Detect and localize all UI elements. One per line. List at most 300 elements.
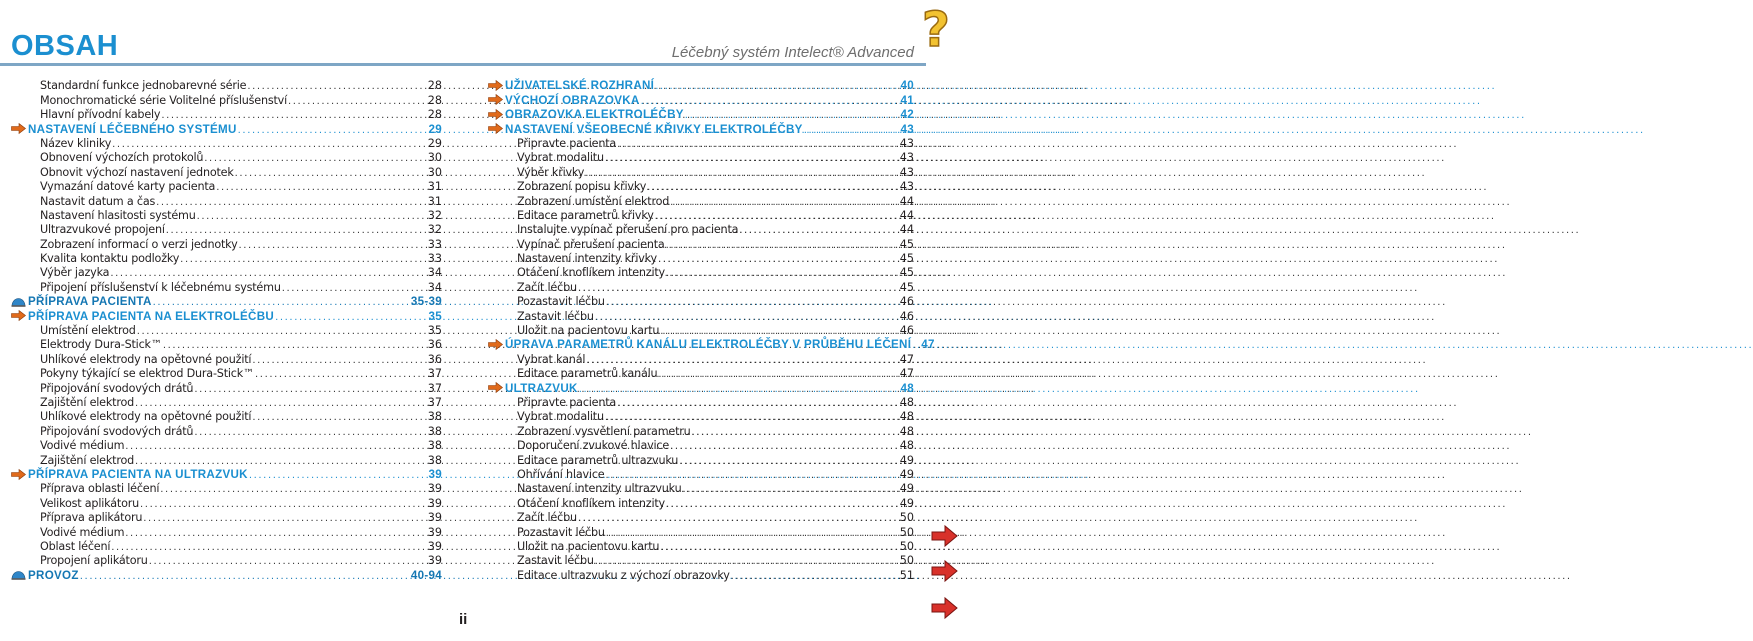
toc-entry-label: UŽIVATELSKÉ ROZHRANÍ xyxy=(505,79,655,93)
toc-entry-label: Vodivé médium xyxy=(40,525,125,539)
toc-entry[interactable] xyxy=(10,136,442,150)
toc-entry-label: Zobrazení informací o verzi jednotky xyxy=(40,237,238,251)
dot-leader xyxy=(804,125,900,136)
toc-entry[interactable] xyxy=(10,351,442,365)
toc-entry[interactable] xyxy=(487,395,914,409)
toc-entry[interactable] xyxy=(10,236,442,250)
toc-entry-label: Výběr jazyka xyxy=(40,266,110,280)
dot-leader xyxy=(125,528,426,539)
toc-entry[interactable] xyxy=(487,323,914,337)
toc-entry-label: Vymazání datové karty pacienta xyxy=(40,180,216,194)
toc-entry-label: Připravte pacienta xyxy=(517,136,617,150)
toc-entry-label: Zobrazení umístění elektrod xyxy=(517,194,670,208)
toc-entry-label: Uhlíkové elektrody na opětovné použití xyxy=(40,352,252,366)
toc-entry-label: Připojení příslušenství k léčebnému systému xyxy=(40,280,281,294)
product-subtitle: Léčebný systém Intelect® Advanced xyxy=(671,44,914,61)
dot-leader xyxy=(149,556,427,567)
toc-page-number: 38 xyxy=(427,453,442,467)
toc-page-number: 37 xyxy=(427,395,442,409)
toc-page-number: 28 xyxy=(427,108,442,122)
toc-page-number: 49 xyxy=(899,482,914,496)
dot-leader xyxy=(660,542,898,553)
toc-entry-label: Vybrat modalitu xyxy=(517,151,604,165)
toc-entry-label: Začít léčbu xyxy=(517,511,577,525)
toc-entry-label: OBRAZOVKA ELEKTROLÉČBY xyxy=(505,108,684,122)
toc-page-number: 31 xyxy=(427,194,442,208)
toc-page-number: 30 xyxy=(427,165,442,179)
dot-leader xyxy=(660,326,898,337)
toc-page-number: 34 xyxy=(427,280,442,294)
toc-section-entry[interactable] xyxy=(487,107,914,121)
toc-page-number: 46 xyxy=(899,295,914,309)
toc-page-number: 47 xyxy=(899,352,914,366)
toc-entry[interactable] xyxy=(10,193,442,207)
toc-entry[interactable] xyxy=(487,251,914,265)
dot-leader xyxy=(135,456,427,467)
dot-leader xyxy=(679,456,899,467)
toc-entry[interactable] xyxy=(487,308,914,322)
page-header xyxy=(0,0,960,76)
toc-entry[interactable] xyxy=(10,179,442,193)
toc-page-number: 38 xyxy=(427,439,442,453)
toc-entry-label: Název kliniky xyxy=(40,136,112,150)
toc-entry[interactable] xyxy=(10,150,442,164)
red-arrow-icon[interactable] xyxy=(930,525,958,547)
dot-leader xyxy=(163,340,427,351)
toc-entry[interactable] xyxy=(487,409,914,423)
svg-text:?: ? xyxy=(922,2,950,58)
dot-leader xyxy=(912,340,920,351)
section-arrow-icon xyxy=(488,94,503,105)
toc-section-entry[interactable] xyxy=(487,92,914,106)
toc-entry-label: PŘÍPRAVA PACIENTA xyxy=(28,295,152,309)
toc-entry[interactable] xyxy=(10,265,442,279)
toc-entry[interactable] xyxy=(487,438,914,452)
toc-entry-label: Uložit na pacientovu kartu xyxy=(517,324,660,338)
toc-entry-label: Připojování svodových drátů xyxy=(40,424,194,438)
toc-entry-label: Monochromatické série Volitelné příslušenství xyxy=(40,93,287,107)
dot-leader xyxy=(670,441,899,452)
toc-entry-label: Hlavní přívodní kabely xyxy=(40,108,161,122)
toc-entry[interactable] xyxy=(487,265,914,279)
toc-page-number: 43 xyxy=(899,180,914,194)
toc-page-number: 35 xyxy=(428,309,442,323)
dot-leader xyxy=(605,153,899,164)
dot-leader xyxy=(252,355,426,366)
toc-page-number: 51 xyxy=(899,568,914,582)
toc-page-number: 44 xyxy=(899,208,914,222)
toc-page-number: 37 xyxy=(427,367,442,381)
toc-entry[interactable] xyxy=(487,510,914,524)
toc-page-number: 38 xyxy=(427,424,442,438)
toc-page-number: 39 xyxy=(427,482,442,496)
toc-entry[interactable] xyxy=(487,495,914,509)
toc-entry[interactable] xyxy=(10,208,442,222)
toc-page-number: 39 xyxy=(427,496,442,510)
toc-entry-label: Ohřívání hlavice xyxy=(517,467,605,481)
toc-page-number: 44 xyxy=(899,194,914,208)
toc-section-entry[interactable] xyxy=(10,294,442,308)
toc-entry[interactable] xyxy=(10,438,442,452)
question-mark-icon xyxy=(918,2,960,58)
toc-entry-label: Pokyny týkající se elektrod Dura-Stick™ xyxy=(40,367,255,381)
section-arrow-icon xyxy=(488,382,503,393)
toc-entry[interactable] xyxy=(487,452,914,466)
toc-left-column xyxy=(10,78,442,582)
toc-entry-label: Obnovení výchozích protokolů xyxy=(40,151,204,165)
toc-page-number: 48 xyxy=(899,424,914,438)
toc-page-number: 47 xyxy=(899,367,914,381)
toc-page-number: 31 xyxy=(427,180,442,194)
dot-leader xyxy=(666,499,899,510)
toc-entry-label: Zastavit léčbu xyxy=(517,554,594,568)
toc-entry[interactable] xyxy=(487,179,914,193)
toc-page-number: 34 xyxy=(427,266,442,280)
header-rule xyxy=(0,63,926,66)
toc-page-number: 48 xyxy=(899,410,914,424)
dot-leader xyxy=(125,441,426,452)
toc-entry[interactable] xyxy=(10,539,442,553)
section-arrow-icon xyxy=(488,339,503,350)
toc-page-number: 44 xyxy=(899,223,914,237)
toc-entry[interactable] xyxy=(10,452,442,466)
toc-entry-label: Uložit na pacientovu kartu xyxy=(517,539,660,553)
dot-leader xyxy=(216,182,427,193)
dot-leader xyxy=(235,168,427,179)
toc-entry-label: Zajištění elektrod xyxy=(40,395,135,409)
toc-page-number: 29 xyxy=(427,136,442,150)
toc-entry[interactable] xyxy=(487,164,914,178)
page-number: ii xyxy=(459,611,468,628)
toc-entry[interactable] xyxy=(10,323,442,337)
toc-entry-label: Editace ultrazvuku z výchozí obrazovky xyxy=(517,568,730,582)
toc-page-number: 50 xyxy=(899,539,914,553)
toc-entry-label: Instalujte vypínač přerušení pro pacienta xyxy=(517,223,739,237)
toc-entry[interactable] xyxy=(10,78,442,92)
dot-leader xyxy=(110,268,426,279)
toc-page-number: 39 xyxy=(427,554,442,568)
toc-entry[interactable] xyxy=(487,539,914,553)
toc-page-number: 39 xyxy=(427,539,442,553)
toc-entry[interactable] xyxy=(10,251,442,265)
toc-entry[interactable] xyxy=(487,567,914,581)
dot-leader xyxy=(238,125,428,136)
toc-entry[interactable] xyxy=(487,208,914,222)
toc-page-number: 48 xyxy=(899,439,914,453)
toc-page-number: 40-94 xyxy=(410,568,442,582)
toc-page-number: 50 xyxy=(899,554,914,568)
toc-section-entry[interactable] xyxy=(10,308,442,322)
dot-leader xyxy=(655,81,899,92)
dot-leader xyxy=(197,211,427,222)
toc-page-number: 28 xyxy=(427,79,442,93)
toc-entry[interactable] xyxy=(487,553,914,567)
toc-page-number: 45 xyxy=(899,280,914,294)
toc-right-column xyxy=(487,78,935,582)
dot-leader xyxy=(578,283,899,294)
toc-entry[interactable] xyxy=(487,150,914,164)
toc-section-entry[interactable] xyxy=(10,467,442,481)
toc-page-number: 33 xyxy=(427,237,442,251)
dot-leader xyxy=(617,398,899,409)
toc-entry-label: Zajištění elektrod xyxy=(40,453,135,467)
dot-leader xyxy=(137,326,427,337)
toc-page-number: 50 xyxy=(899,525,914,539)
toc-entry-label: Příprava aplikátoru xyxy=(40,511,143,525)
toc-section-entry[interactable] xyxy=(487,78,914,92)
dot-leader xyxy=(578,513,899,524)
toc-entry-label: VÝCHOZÍ OBRAZOVKA xyxy=(505,93,640,107)
dot-leader xyxy=(683,484,899,495)
toc-page-number: 30 xyxy=(427,151,442,165)
toc-entry[interactable] xyxy=(487,467,914,481)
toc-entry-label: ULTRAZVUK xyxy=(505,381,578,395)
dot-leader xyxy=(252,412,426,423)
dot-leader xyxy=(617,139,899,150)
toc-entry-label: Editace parametrů křivky xyxy=(517,208,654,222)
toc-entry[interactable] xyxy=(10,92,442,106)
toc-entry-label: Nastavení hlasitosti systému xyxy=(40,208,196,222)
toc-page-number: 49 xyxy=(899,467,914,481)
toc-entry-label: PŘÍPRAVA PACIENTA NA ELEKTROLÉČBU xyxy=(28,309,275,323)
toc-page-number: 45 xyxy=(899,237,914,251)
toc-page-number: 28 xyxy=(427,93,442,107)
dot-leader xyxy=(247,81,426,92)
toc-page-number: 49 xyxy=(899,453,914,467)
dot-leader xyxy=(239,240,427,251)
toc-page-number: 50 xyxy=(899,511,914,525)
section-arrow-icon xyxy=(11,469,26,480)
toc-entry[interactable] xyxy=(487,366,914,380)
toc-entry[interactable] xyxy=(487,524,914,538)
toc-page-number: 35-39 xyxy=(410,295,442,309)
toc-entry-label: Editace parametrů kanálu xyxy=(517,367,658,381)
toc-entry-label: Příprava oblasti léčení xyxy=(40,482,160,496)
toc-entry[interactable] xyxy=(10,495,442,509)
toc-entry-label: Zobrazení popisu křivky xyxy=(517,180,647,194)
toc-page-number: 39 xyxy=(427,525,442,539)
dot-leader xyxy=(579,384,900,395)
toc-entry-label: ÚPRAVA PARAMETRŮ KANÁLU ELEKTROLÉČBY V PRŮBĚHU LÉČENÍ xyxy=(505,338,912,352)
toc-entry-label: Připojování svodových drátů xyxy=(40,381,194,395)
toc-page-number: 46 xyxy=(899,324,914,338)
dot-leader xyxy=(685,110,900,121)
toc-page-number: 29 xyxy=(428,122,442,136)
toc-entry-label: Připravte pacienta xyxy=(517,395,617,409)
section-arrow-icon xyxy=(488,123,503,134)
toc-page-number: 32 xyxy=(427,223,442,237)
section-dome-icon xyxy=(11,569,26,580)
dot-leader xyxy=(288,96,427,107)
dot-leader xyxy=(166,225,427,236)
toc-entry-label: Editace parametrů ultrazvuku xyxy=(517,453,679,467)
toc-entry[interactable] xyxy=(10,380,442,394)
dot-leader xyxy=(606,528,899,539)
toc-entry[interactable] xyxy=(10,409,442,423)
toc-entry[interactable] xyxy=(10,337,442,351)
toc-page-number: 45 xyxy=(899,252,914,266)
toc-entry-label: Doporučení zvukové hlavice xyxy=(517,439,670,453)
section-arrow-icon xyxy=(488,80,503,91)
toc-entry-label: Velikost aplikátoru xyxy=(40,496,140,510)
toc-entry-label: Vypínač přerušení pacienta xyxy=(517,237,665,251)
toc-entry[interactable] xyxy=(10,423,442,437)
toc-page-number: 33 xyxy=(427,252,442,266)
dot-leader xyxy=(605,470,898,481)
toc-entry[interactable] xyxy=(487,222,914,236)
toc-section-entry[interactable] xyxy=(10,567,442,581)
toc-entry[interactable] xyxy=(487,423,914,437)
toc-entry[interactable] xyxy=(487,481,914,495)
toc-entry-label: Otáčení knoflíkem intenzity xyxy=(517,496,665,510)
section-arrow-icon xyxy=(488,109,503,120)
dot-leader xyxy=(595,556,899,567)
toc-entry[interactable] xyxy=(487,351,914,365)
dot-leader xyxy=(658,254,899,265)
toc-entry-label: Nastavení intenzity ultrazvuku xyxy=(517,482,682,496)
dot-leader xyxy=(666,268,899,279)
toc-page-number: 38 xyxy=(427,410,442,424)
toc-page-number: 48 xyxy=(900,381,914,395)
dot-leader xyxy=(731,571,899,582)
toc-entry-label: Uhlíkové elektrody na opětovné použití xyxy=(40,410,252,424)
dot-leader xyxy=(249,470,428,481)
dot-leader xyxy=(606,297,899,308)
toc-section-entry[interactable] xyxy=(487,380,914,394)
toc-entry-label: Zastavit léčbu xyxy=(517,309,594,323)
toc-page-number: 36 xyxy=(427,352,442,366)
toc-page-number: 43 xyxy=(899,136,914,150)
toc-entry[interactable] xyxy=(487,193,914,207)
toc-entry-label: Otáčení knoflíkem intenzity xyxy=(517,266,665,280)
toc-entry-label: Zobrazení vysvětlení parametru xyxy=(517,424,691,438)
toc-entry[interactable] xyxy=(487,279,914,293)
section-dome-icon xyxy=(11,296,26,307)
toc-entry-label: PROVOZ xyxy=(28,568,79,582)
red-arrow-icon[interactable] xyxy=(930,560,958,582)
toc-entry[interactable] xyxy=(10,524,442,538)
toc-page-number: 43 xyxy=(899,151,914,165)
toc-entry-label: Ultrazvukové propojení xyxy=(40,223,165,237)
toc-entry[interactable] xyxy=(10,164,442,178)
toc-entry-label: NASTAVENÍ VŠEOBECNÉ KŘIVKY ELEKTROLÉČBY xyxy=(505,122,803,136)
toc-entry-label: Umístění elektrod xyxy=(40,324,136,338)
toc-entry-label: Elektrody Dura-Stick™ xyxy=(40,338,162,352)
dot-leader xyxy=(156,197,427,208)
toc-entry[interactable] xyxy=(10,510,442,524)
toc-entry-label: Nastavit datum a čas xyxy=(40,194,156,208)
toc-entry-label: Propojení aplikátoru xyxy=(40,554,148,568)
toc-page-number: 39 xyxy=(428,467,442,481)
toc-entry-label: Obnovit výchozí nastavení jednotek xyxy=(40,165,234,179)
dot-leader xyxy=(658,369,898,380)
toc-entry-label: Pozastavit léčbu xyxy=(517,525,605,539)
toc-entry[interactable] xyxy=(10,222,442,236)
toc-page-number: 41 xyxy=(900,93,914,107)
dot-leader xyxy=(282,283,427,294)
dot-leader xyxy=(161,110,426,121)
toc-page-number: 42 xyxy=(900,108,914,122)
toc-page-number: 32 xyxy=(427,208,442,222)
dot-leader xyxy=(739,225,898,236)
dot-leader xyxy=(275,312,427,323)
toc-entry[interactable] xyxy=(487,136,914,150)
page-title: OBSAH xyxy=(11,30,119,62)
dot-leader xyxy=(194,427,426,438)
toc-page-number: 45 xyxy=(899,266,914,280)
toc-entry-label: Pozastavit léčbu xyxy=(517,295,605,309)
toc-page-number: 43 xyxy=(900,122,914,136)
toc-page-number: 37 xyxy=(427,381,442,395)
toc-page-number: 48 xyxy=(899,395,914,409)
toc-page-number: 39 xyxy=(427,511,442,525)
dot-leader xyxy=(586,355,898,366)
dot-leader xyxy=(655,211,899,222)
toc-page-number: 36 xyxy=(427,338,442,352)
toc-page-number: 46 xyxy=(899,309,914,323)
toc-section-entry[interactable] xyxy=(10,121,442,135)
toc-page-number: 43 xyxy=(899,165,914,179)
toc-entry-label: PŘÍPRAVA PACIENTA NA ULTRAZVUK xyxy=(28,467,248,481)
dot-leader xyxy=(80,571,410,582)
dot-leader xyxy=(143,513,426,524)
dot-leader xyxy=(666,240,899,251)
toc-entry-label: NASTAVENÍ LÉČEBNÉHO SYSTÉMU xyxy=(28,122,237,136)
toc-page-number: 47 xyxy=(921,338,935,352)
toc-page-number: 49 xyxy=(899,496,914,510)
dot-leader xyxy=(204,153,426,164)
toc-page-number: 40 xyxy=(900,79,914,93)
toc-entry-label: Vodivé médium xyxy=(40,439,125,453)
dot-leader xyxy=(670,197,899,208)
dot-leader xyxy=(111,542,426,553)
section-arrow-icon xyxy=(11,123,26,134)
toc-entry-label: Kvalita kontaktu podložky xyxy=(40,252,180,266)
toc-entry[interactable] xyxy=(10,481,442,495)
dot-leader xyxy=(135,398,427,409)
toc-entry-label: Standardní funkce jednobarevné série xyxy=(40,79,247,93)
toc-section-entry[interactable] xyxy=(487,337,935,352)
toc-entry-label: Začít léčbu xyxy=(517,280,577,294)
dot-leader xyxy=(153,297,410,308)
dot-leader xyxy=(647,182,899,193)
toc-entry[interactable] xyxy=(10,395,442,409)
dot-leader xyxy=(692,427,899,438)
toc-entry-label: Výběr křivky xyxy=(517,165,585,179)
toc-page-number: 35 xyxy=(427,324,442,338)
toc-entry[interactable] xyxy=(10,107,442,121)
toc-entry[interactable] xyxy=(487,236,914,250)
toc-entry[interactable] xyxy=(10,366,442,380)
toc-entry-label: Vybrat modalitu xyxy=(517,410,604,424)
dot-leader xyxy=(605,412,899,423)
dot-leader xyxy=(140,499,427,510)
red-arrow-icon[interactable] xyxy=(930,597,958,619)
section-arrow-icon xyxy=(11,310,26,321)
toc-entry[interactable] xyxy=(10,553,442,567)
dot-leader xyxy=(160,484,426,495)
dot-leader xyxy=(194,384,426,395)
dot-leader xyxy=(585,168,899,179)
toc-section-entry[interactable] xyxy=(487,121,914,135)
toc-entry[interactable] xyxy=(10,279,442,293)
dot-leader xyxy=(255,369,427,380)
toc-entry[interactable] xyxy=(487,294,914,308)
toc-entry-label: Vybrat kanál xyxy=(517,352,586,366)
dot-leader xyxy=(641,96,900,107)
dot-leader xyxy=(595,312,899,323)
dot-leader xyxy=(112,139,427,150)
